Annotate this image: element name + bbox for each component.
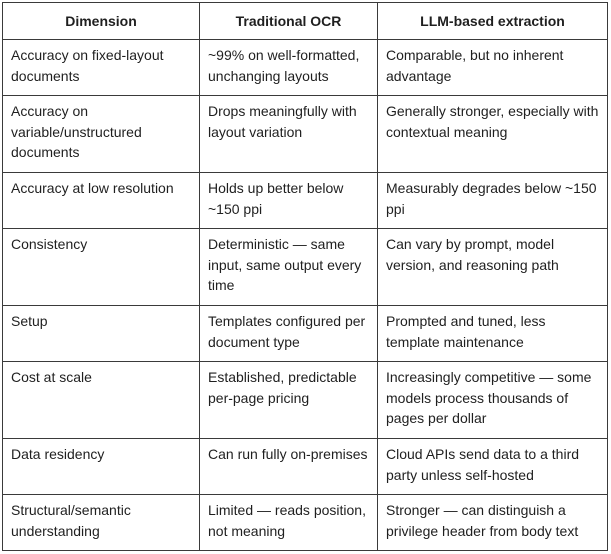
traditional-ocr-cell: Holds up better below ~150 ppi bbox=[200, 173, 378, 229]
dimension-cell: Cost at scale bbox=[3, 362, 200, 439]
dimension-cell: Setup bbox=[3, 306, 200, 362]
llm-extraction-cell: Measurably degrades below ~150 ppi bbox=[378, 173, 608, 229]
table-row bbox=[3, 40, 608, 96]
dimension-cell: Data residency bbox=[3, 439, 200, 495]
dimension-cell: Accuracy on variable/unstructured documents bbox=[3, 96, 200, 173]
table-row bbox=[3, 306, 608, 362]
llm-extraction-cell: Can vary by prompt, model version, and reasoning path bbox=[378, 229, 608, 306]
traditional-ocr-cell: Limited — reads position, not meaning bbox=[200, 495, 378, 551]
llm-extraction-cell: Prompted and tuned, less template maintenance bbox=[378, 306, 608, 362]
llm-extraction-cell: Stronger — can distinguish a privilege header from body text bbox=[378, 495, 608, 551]
dimension-cell: Accuracy at low resolution bbox=[3, 173, 200, 229]
header-row bbox=[3, 3, 608, 40]
traditional-ocr-cell: Drops meaningfully with layout variation bbox=[200, 96, 378, 173]
table-row bbox=[3, 362, 608, 439]
table-row bbox=[3, 439, 608, 495]
llm-extraction-cell: Generally stronger, especially with contextual meaning bbox=[378, 96, 608, 173]
traditional-ocr-cell: Deterministic — same input, same output every time bbox=[200, 229, 378, 306]
llm-extraction-cell: Comparable, but no inherent advantage bbox=[378, 40, 608, 96]
table-row bbox=[3, 173, 608, 229]
table-row bbox=[3, 495, 608, 551]
header-traditional-ocr: Traditional OCR bbox=[200, 3, 378, 40]
header-dimension: Dimension bbox=[3, 3, 200, 40]
traditional-ocr-cell: Templates configured per document type bbox=[200, 306, 378, 362]
table-row bbox=[3, 229, 608, 306]
comparison-table bbox=[2, 2, 608, 551]
llm-extraction-cell: Cloud APIs send data to a third party unless self-hosted bbox=[378, 439, 608, 495]
traditional-ocr-cell: Established, predictable per-page pricing bbox=[200, 362, 378, 439]
dimension-cell: Consistency bbox=[3, 229, 200, 306]
table-row bbox=[3, 96, 608, 173]
header-llm-extraction: LLM-based extraction bbox=[378, 3, 608, 40]
traditional-ocr-cell: ~99% on well-formatted, unchanging layouts bbox=[200, 40, 378, 96]
dimension-cell: Structural/semantic understanding bbox=[3, 495, 200, 551]
llm-extraction-cell: Increasingly competitive — some models process thousands of pages per dollar bbox=[378, 362, 608, 439]
traditional-ocr-cell: Can run fully on-premises bbox=[200, 439, 378, 495]
dimension-cell: Accuracy on fixed-layout documents bbox=[3, 40, 200, 96]
